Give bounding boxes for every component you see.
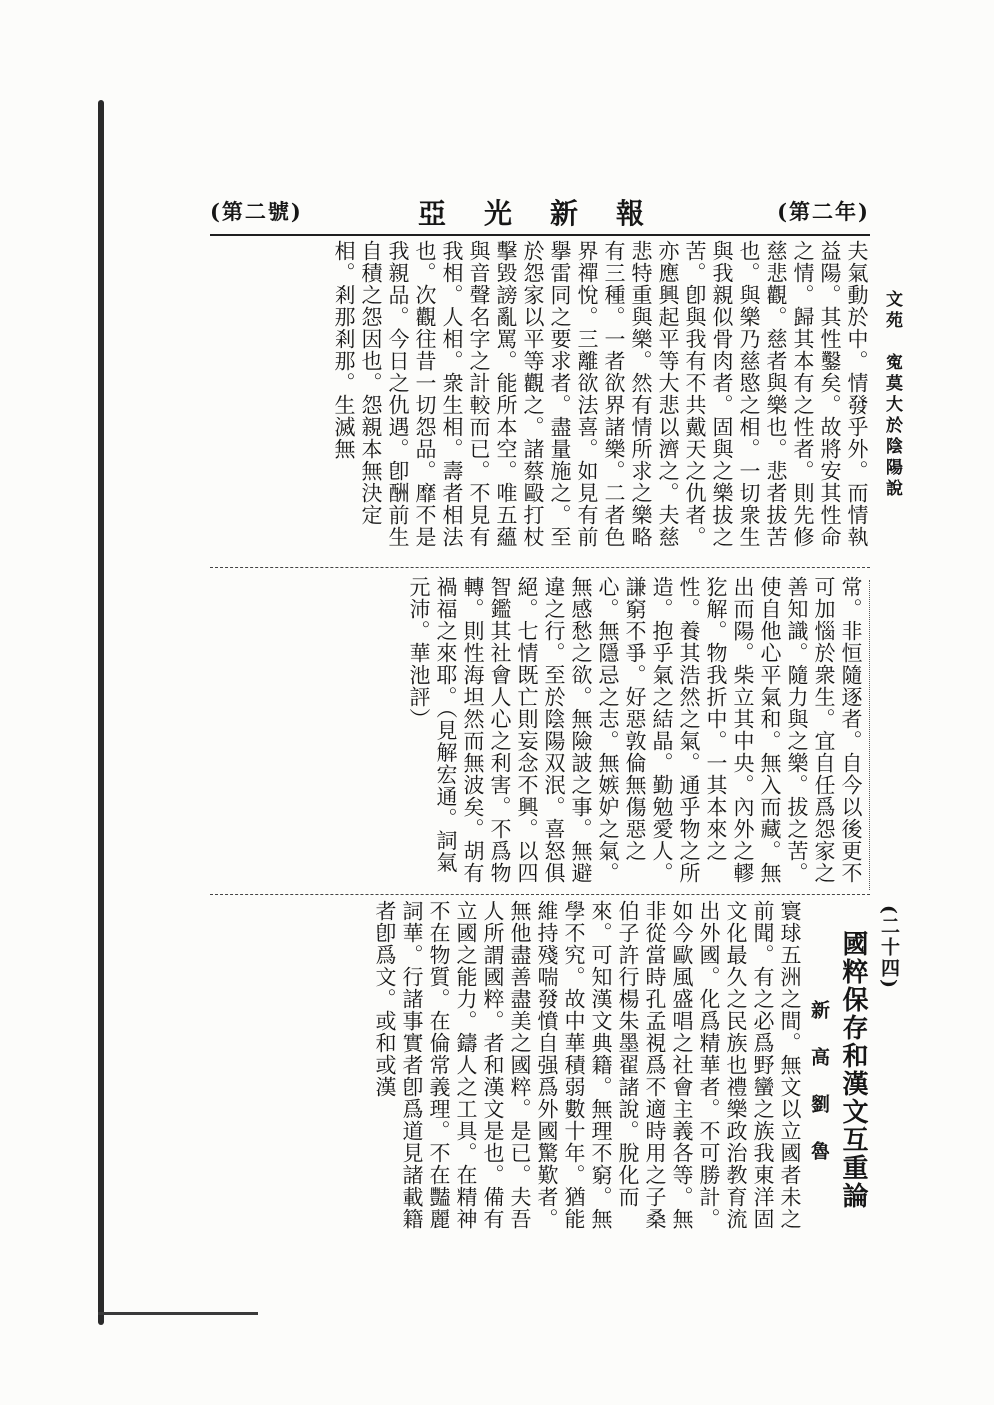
header-rule bbox=[210, 234, 870, 236]
section-vertical-divider bbox=[869, 580, 870, 890]
page-binding-foot bbox=[98, 1312, 258, 1315]
column-divider-lower bbox=[210, 894, 870, 895]
publication-year: (第二年) bbox=[777, 199, 870, 224]
page-header bbox=[210, 192, 870, 232]
page-number: (二十四) bbox=[878, 905, 900, 990]
essay-title: 國粹保存和漢文互重論 bbox=[838, 930, 868, 1210]
article-upper-text: 夫氣動於中。情發乎外。而情執益陽。其性鑿矣。故將安其性命之情。歸其本有之性者。則先修慈悲觀。慈者與樂也。悲者拔苦也。與樂乃慈愍之相。一切衆生與我親似骨肉者。固與之樂拔之苦。卽與我有不共戴天之仇者。亦應興起平等大悲以濟之。夫慈悲特重與樂。然有情所求之樂略有三種。一者欲界諸樂。二者色界禪悅。三離欲法喜。如見有前擧雷同之要求者。盡量施之。至於怨家以平等觀之。諸蔡毆打杖擊毀謗亂罵。能所本空。唯五蘊與音聲名字之計較而已。不見有我相。人相。衆生相。壽者相法也。次觀往昔一切怨品。靡不是我親品。今日之仇遇。卽酬前生自積之怨因也。怨親本無決定相。剎那剎那。生滅無 bbox=[332, 240, 869, 548]
article-continuation-text: 常。非恒隨逐者。自今以後更不可加惱於衆生。宜自任爲怨家之善知識。隨力與之樂。拔之苦。使自他心平氣和。無入而藏。無出而陽。柴立其中央。內外之轇犵解。物我折中。一其本來之性。養其浩然之氣。通乎物之所造。抱乎氣之結晶。勤勉愛人。謙窮不爭。好惡敦倫無傷惡之心。無隱忌之志。無嫉妒之氣。無感愁之欲。無險詖之事。無避違之行。至於陰陽双泯。喜怒俱絕。七情既亡則妄念不興。以四智鑑其社會人心之利害。不爲物轉。則性海坦然而無波矣。胡有禍福之來耶。（見解宏通。詞氣元沛。華池評） bbox=[407, 576, 863, 884]
issue-number: (第二號) bbox=[210, 199, 303, 224]
newspaper-title: 亞光新報 bbox=[417, 197, 682, 230]
essay-author: 新高劉魯 bbox=[808, 1000, 830, 1188]
essay-body-text: 寰球五洲之間。無文以立國者未之前聞。有之必爲野蠻之族我東洋固文化最久之民族也禮樂政治教育流出外國。化爲精華者。不可勝計。如今歐風盛唱之社會主義各等。無非從當時孔孟視爲不適時用之子桑伯子許行楊朱墨翟諸說。脫化而來。可知漢文典籍。無理不窮。無學不究。故中華積弱數十年。猶能維持殘喘發憤自强爲外國驚歎者。無他盡善盡美之國粹。是已。夫吾人所謂國粹。者和漢文是也。備有立國之能力。鑄人之工具。在精神不在物質。在倫常義理。不在豔麗詞華。行諸事實者卽爲道見諸載籍者卽爲文。或和或漢 bbox=[373, 900, 802, 1230]
section-label: 文苑 寃莫大於陰陽說 bbox=[882, 290, 902, 500]
column-divider-upper bbox=[210, 567, 870, 568]
page-binding-edge bbox=[98, 100, 104, 1325]
